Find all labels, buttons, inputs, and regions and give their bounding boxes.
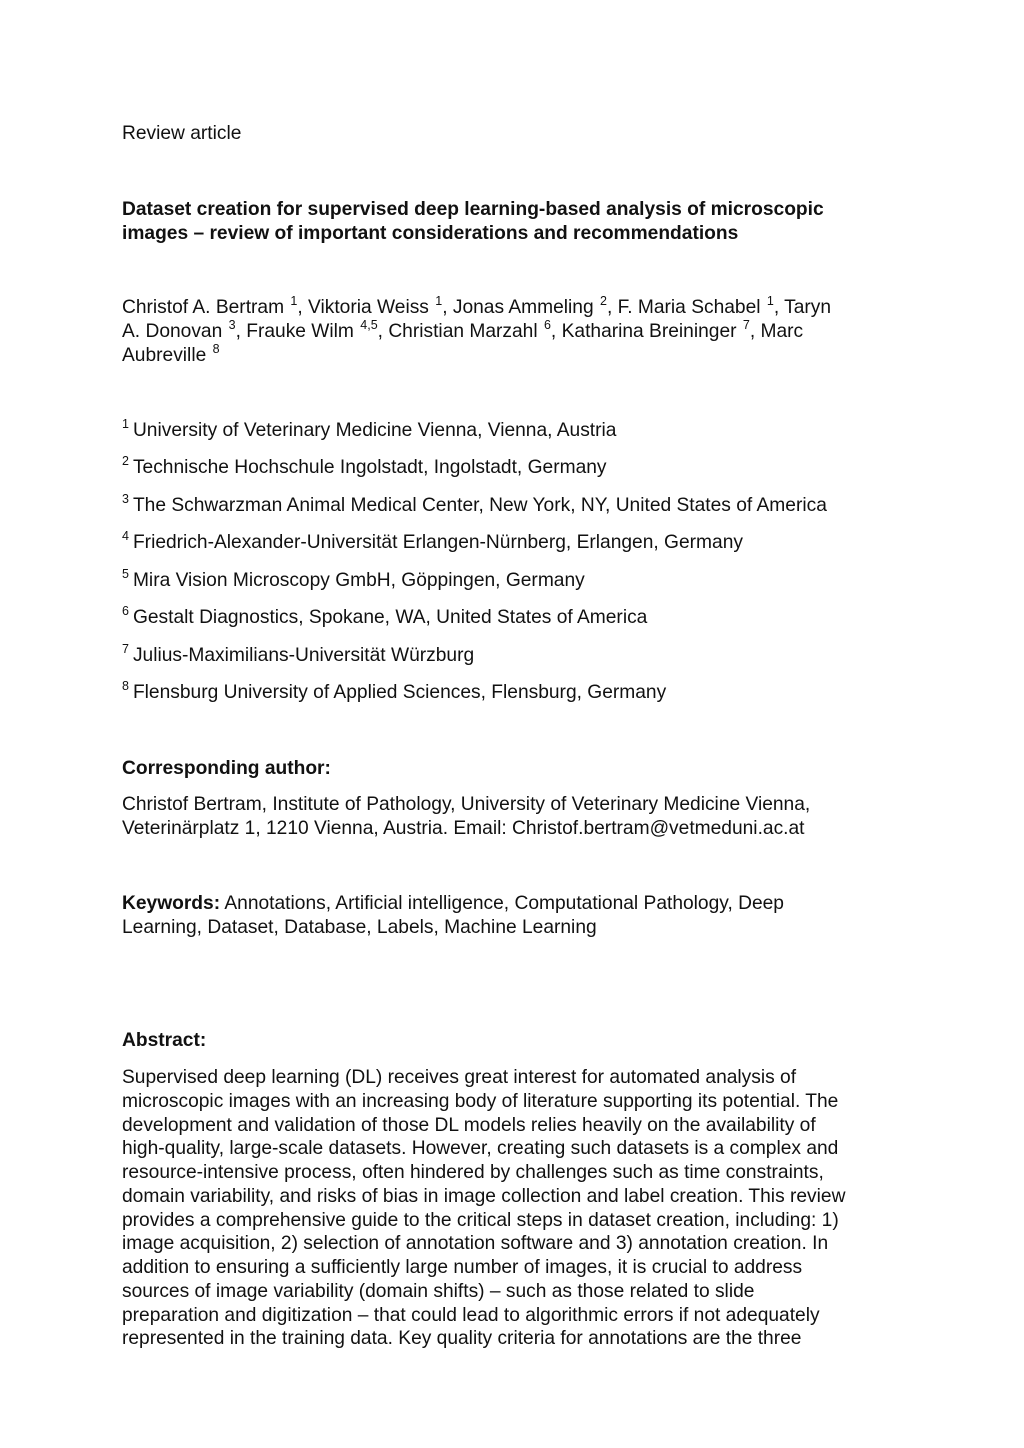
corresponding-line-2: Veterinärplatz 1, 1210 Vienna, Austria. Email: Christof.bertram@vetmeduni.ac.at xyxy=(122,818,805,839)
author-name-part: Aubreville xyxy=(122,345,207,366)
author-affiliation-ref: 8 xyxy=(212,341,220,356)
affiliation-number: 7 xyxy=(122,641,129,656)
affiliation-text: Julius-Maximilians-Universität Würzburg xyxy=(132,645,475,666)
author-affiliation-ref: 3 xyxy=(228,317,236,332)
author-name: Jonas Ammeling xyxy=(452,297,594,318)
author-name: Christian Marzahl xyxy=(388,321,538,342)
abstract-line: addition to ensuring a sufficiently large number of images, it is crucial to address xyxy=(122,1257,803,1278)
abstract-heading: Abstract: xyxy=(122,1030,207,1051)
affiliation-number: 5 xyxy=(122,566,129,581)
affiliation-item xyxy=(122,416,617,443)
abstract-line: represented in the training data. Key quality criteria for annotations are the three xyxy=(122,1328,802,1350)
affiliation-text: Gestalt Diagnostics, Spokane, WA, United States of America xyxy=(132,607,648,628)
author-affiliation-ref: 4,5 xyxy=(360,317,378,332)
affiliation-item xyxy=(122,528,743,555)
affiliation-text: University of Veterinary Medicine Vienna, Vienna, Austria xyxy=(132,420,617,441)
author-affiliation-ref: 1 xyxy=(435,293,443,308)
author-name-part: Taryn xyxy=(784,297,832,318)
author-name: F. Maria Schabel xyxy=(617,297,761,318)
affiliation-item xyxy=(122,641,475,668)
author-line-2: A. Donovan $^3$, Frauke Wilm $^{4,5}$, Christian Marzahl $^6$, Katharina Breininger $^7$, Marc xyxy=(122,317,804,342)
author-name: Viktoria Weiss xyxy=(308,297,429,318)
affiliation-text: The Schwarzman Animal Medical Center, New York, NY, United States of America xyxy=(132,495,827,516)
abstract-line: microscopic images with an increasing body of literature supporting its potential. The xyxy=(122,1090,839,1112)
author-affiliation-ref: 1 xyxy=(766,293,774,308)
affiliation-text: Friedrich-Alexander-Universität Erlangen-Nürnberg, Erlangen, Germany xyxy=(132,532,743,553)
keywords xyxy=(122,892,912,940)
affiliation-item xyxy=(122,566,585,593)
corresponding-heading: Corresponding author: xyxy=(122,758,331,779)
abstract-line: development and validation of those DL models relies heavily on the availability of xyxy=(122,1114,816,1136)
abstract-body xyxy=(122,1066,912,1351)
affiliation-number: 6 xyxy=(122,603,129,618)
author-name: Christof A. Bertram xyxy=(122,297,285,318)
article-type: Review article xyxy=(122,123,242,144)
affiliation-text: Technische Hochschule Ingolstadt, Ingolstadt, Germany xyxy=(132,457,607,478)
keywords-line-1 xyxy=(122,892,912,916)
author-affiliation-ref: 2 xyxy=(600,293,607,308)
affiliation-number: 2 xyxy=(122,453,129,468)
author-name: Frauke Wilm xyxy=(246,321,354,342)
author-affiliation-ref: 7 xyxy=(742,317,750,332)
keywords-label: Keywords: xyxy=(122,893,221,914)
affiliation-item xyxy=(122,491,827,518)
abstract-line: sources of image variability (domain shifts) – such as those related to slide xyxy=(122,1280,755,1302)
author-line-1: Christof A. Bertram $^1$, Viktoria Weiss $^1$, Jonas Ammeling $^2$, F. Maria Schabel $^1$, Taryn xyxy=(122,293,832,318)
author-line-3 xyxy=(122,341,912,368)
paper-title xyxy=(122,198,912,246)
affiliation-item xyxy=(122,603,648,630)
affiliation-item xyxy=(122,678,667,705)
corresponding-line-1: Christof Bertram, Institute of Pathology, University of Veterinary Medicine Vienna, xyxy=(122,794,811,815)
affiliation-text: Flensburg University of Applied Sciences, Flensburg, Germany xyxy=(132,682,667,703)
affiliation-number: 3 xyxy=(122,491,129,506)
abstract-line: preparation and digitization – that could lead to algorithmic errors if not adequately xyxy=(122,1304,820,1326)
affiliation-number: 1 xyxy=(122,416,129,431)
affiliation-item xyxy=(122,453,607,480)
title-line-2: images – review of important considerations and recommendations xyxy=(122,223,739,244)
abstract-line: resource-intensive process, often hindered by challenges such as time constraints, xyxy=(122,1162,824,1183)
keywords-text-1: Annotations, Artificial intelligence, Computational Pathology, Deep xyxy=(220,893,784,914)
author-affiliation-ref: 6 xyxy=(543,317,551,332)
abstract-line: Supervised deep learning (DL) receives great interest for automated analysis of xyxy=(122,1067,797,1088)
corresponding-info xyxy=(122,793,912,841)
author-name-part: A. Donovan xyxy=(122,321,223,342)
affiliation-number: 8 xyxy=(122,678,129,693)
abstract-line: image acquisition, 2) selection of annotation software and 3) annotation creation. In xyxy=(122,1233,829,1255)
affiliation-number: 4 xyxy=(122,528,129,543)
keywords-line-2: Learning, Dataset, Database, Labels, Machine Learning xyxy=(122,917,597,938)
abstract-line: high-quality, large-scale datasets. However, creating such datasets is a complex and xyxy=(122,1138,839,1160)
abstract-line: provides a comprehensive guide to the critical steps in dataset creation, including: 1) xyxy=(122,1209,839,1231)
author-list xyxy=(122,293,912,368)
author-affiliation-ref: 1 xyxy=(290,293,298,308)
author-name: Katharina Breininger xyxy=(561,321,737,342)
author-name-part: Marc xyxy=(760,321,804,342)
title-line-1: Dataset creation for supervised deep learning-based analysis of microscopic xyxy=(122,199,824,220)
affiliation-text: Mira Vision Microscopy GmbH, Göppingen, Germany xyxy=(132,570,585,591)
abstract-line: domain variability, and risks of bias in image collection and label creation. This review xyxy=(122,1185,846,1207)
